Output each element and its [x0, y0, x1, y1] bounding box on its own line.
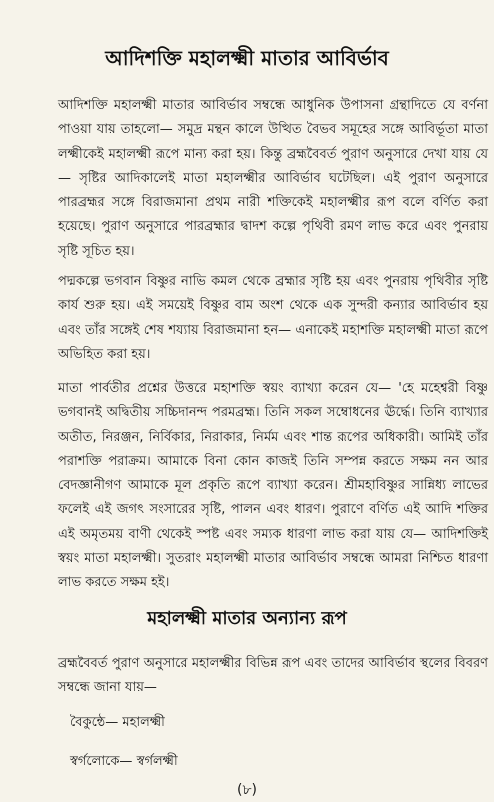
form-list-item: বৈকুন্ঠে— মহালক্ষ্মী [70, 715, 165, 730]
paragraph-origin: আদিশক্তি মহালক্ষ্মী মাতার আবির্ভাব সম্বন্ধে আধুনিক উপাসনা গ্রন্থাদিতে যে বর্ণনা পাওয়া যায় তাহলো— সমুদ্র মন্থন কালে উত্থিত বৈভব সমূহের সঙ্গে আবির্ভূতা মাতা লক্ষ্মীকেই মহালক্ষ্মী রূপে মান্য করা হয়। কিন্তু ব্রহ্মবৈবর্ত পুরাণ অনুসারে দেখা যায় যে— সৃষ্টির আদিকালেই মাতা মহালক্ষ্মীর আবির্ভাব ঘটেছিল। এই পুরাণ অনুসারে পারব্রহ্মর সঙ্গে বিরাজমানা প্রথম নারী শক্তিকেই মহালক্ষ্মীর রূপ বলে বর্ণিত করা হয়েছে। পুরাণ অনুসারে পারব্রহ্মার দ্বাদশ কল্পে পৃথিবী রমণ লাভ করে এবং পুনরায় সৃষ্টি সূচিত হয়। [58, 98, 488, 259]
section-heading: মহালক্ষ্মী মাতার অন্যান্য রূপ [147, 608, 347, 629]
paragraph-parvati-answer: মাতা পার্বতীর প্রশ্নের উত্তরে মহাশক্তি স্বয়ং ব্যাখ্যা করেন যে— 'হে মহেশ্বরী বিষ্ণু ভগবানই অদ্বিতীয় সচ্চিদানন্দ পরমব্রহ্ম। তিনি সকল সম্বোধনের ঊর্দ্ধে। তিনি ব্যাখ্যার অতীত, নিরঞ্জন, নির্বিকার, নিরাকার, নির্মম এবং শান্ত রূপের অধিকারী। আমিই তাঁর পরাশক্তি পরাক্রম। আমাকে বিনা কোন কাজই তিনি সম্পন্ন করতে সক্ষম নন আর বেদজ্ঞানীগণ আমাকে মূল প্রকৃতি রূপে ব্যাখ্যা করেন। শ্রীমহাবিষ্ণুর সান্নিধ্য লাভের ফলেই এই জগৎ সংসারের সৃষ্টি, পালন এবং ধারণ। পুরাণে বর্ণিত এই আদি শক্তির এই অমৃতময় বাণী থেকেই স্পষ্ট এবং সম্যক ধারণা লাভ করা যায় যে— আদিশক্তিই স্বয়ং মাতা মহালক্ষ্মী। সুতরাং মহালক্ষ্মী মাতার আবির্ভাব সম্বন্ধে আমরা নিশ্চিত ধারণা লাভ করতে সক্ষম হই। [58, 381, 488, 591]
form-list-item: স্বর্গলোকে— স্বর্গলক্ষ্মী [70, 754, 178, 769]
paragraph-padmakalpa: পদ্মকল্পে ভগবান বিষ্ণুর নাভি কমল থেকে ব্রহ্মার সৃষ্টি হয় এবং পুনরায় পৃথিবীর সৃষ্টি কার্য শুরু হয়। এই সময়েই বিষ্ণুর বাম অংশ থেকে এক সুন্দরী কন্যার আবির্ভাব হয় এবং তাঁর সঙ্গেই শেষ শয্যায় বিরাজমানা হন— এনাকেই মহাশক্তি মহালক্ষ্মী মাতা রূপে অভিহিত করা হয়। [58, 274, 488, 362]
page-number: (৮) [236, 782, 257, 798]
paragraph-forms-intro: ব্রহ্মবৈবর্ত পুরাণ অনুসারে মহালক্ষ্মীর বিভিন্ন রূপ এবং তাদের আবির্ভাব স্থলের বিবরণ সম্বন্ধে জানা যায়— [58, 656, 488, 696]
chapter-heading: আদিশক্তি মহালক্ষ্মী মাতার আবির্ভাব [105, 46, 389, 70]
